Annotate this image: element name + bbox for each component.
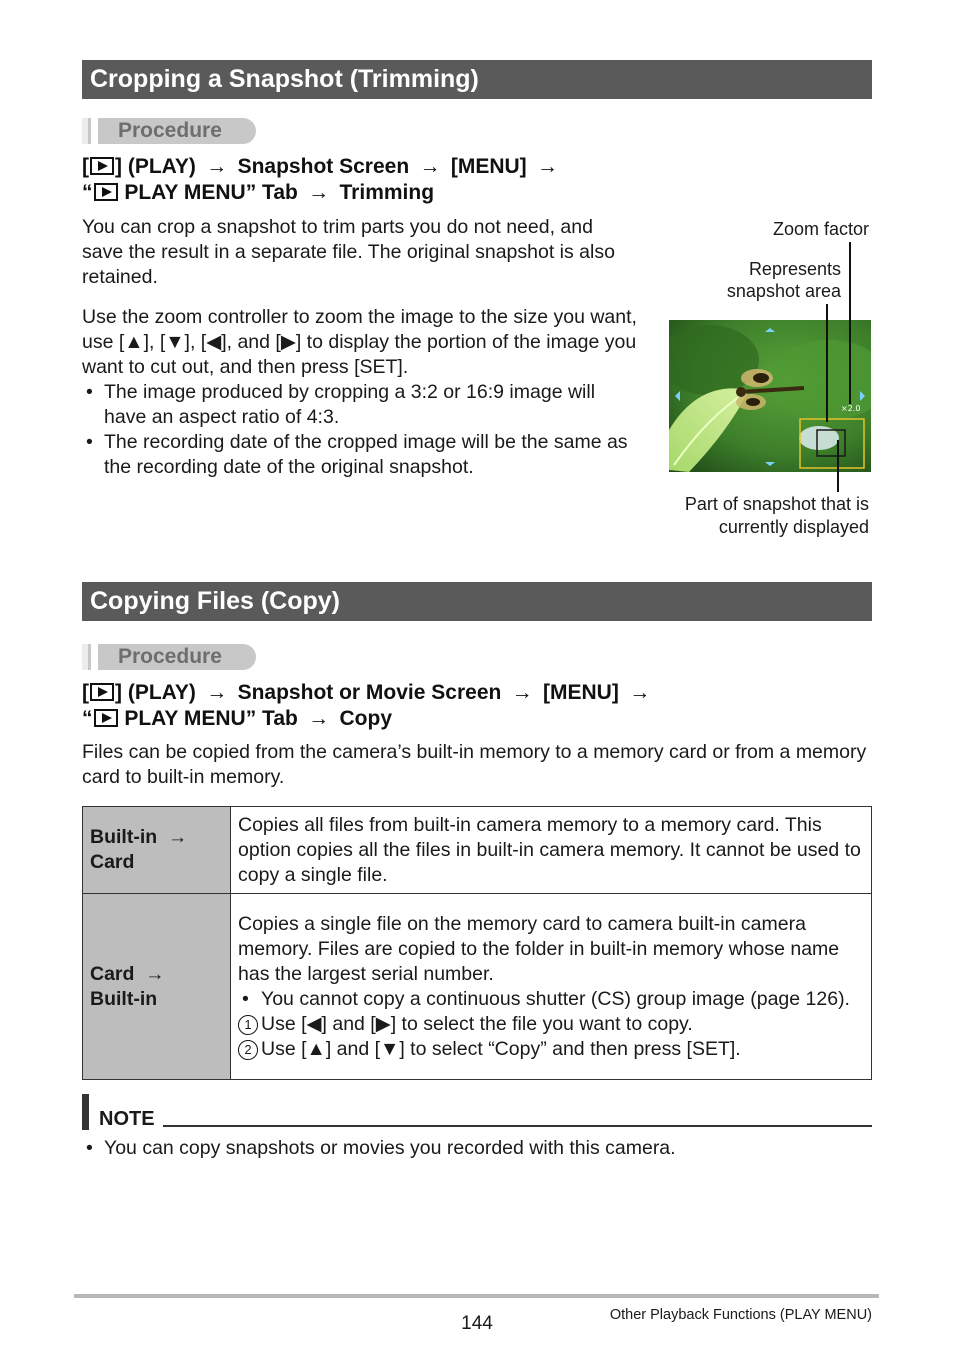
trimming-bullet-2: • The recording date of the cropped image will be the same as the recording date of the original snapshot. <box>86 431 628 478</box>
note-divider <box>163 1125 872 1127</box>
row2-description: Copies a single file on the memory card to camera built-in camera memory. Files are copied to the folder in built-in memory whose name has the largest serial number. <box>238 912 840 985</box>
label-part-2: currently displayed <box>718 517 869 537</box>
procedure-badge <box>82 644 256 670</box>
arrow-icon: → <box>629 681 651 704</box>
table-key-builtin-card: Built-in → Card <box>83 807 231 894</box>
arrow-icon: → <box>206 681 228 704</box>
callout-line-zoom <box>849 242 851 404</box>
trimming-bullet-1: • The image produced by cropping a 3:2 or 16:9 image will have an aspect ratio of 4:3. <box>86 381 596 428</box>
section-title-copy: Copying Files (Copy) <box>82 582 872 621</box>
procedure-badge <box>82 118 256 144</box>
arrow-icon: → <box>145 962 165 985</box>
arrow-icon: → <box>419 155 441 178</box>
chapter-title: Other Playback Functions (PLAY MENU) <box>609 1307 872 1323</box>
menu-path-line-1: [ ] (PLAY) → Snapshot Screen → [MENU] → <box>82 154 563 180</box>
play-icon <box>90 157 114 175</box>
copy-intro: Files can be copied from the camera’s built-in memory to a memory card or from a memory card to built-in memory. <box>82 741 867 788</box>
table-key-card-builtin: Card → Built-in <box>83 894 231 1080</box>
note-label: NOTE <box>99 1108 155 1130</box>
zoom-readout: ×2.0 <box>841 404 861 413</box>
label-represents-1: Represents <box>748 259 841 279</box>
step-number-icon: 1 <box>238 1015 258 1035</box>
table-row <box>83 807 872 894</box>
trimming-instructions: Use the zoom controller to zoom the image to the size you want, use [▲], [▼], [◀], and [▶] to display the portion of the image you want to cut out, and then press [SET]. <box>82 306 637 378</box>
dragonfly-photo <box>669 320 871 472</box>
menu-path-line-1: [ ] (PLAY) → Snapshot or Movie Screen → [MENU] → <box>82 680 655 706</box>
row2-step-2: 2 Use [▲] and [▼] to select “Copy” and then press [SET]. <box>238 1037 863 1062</box>
menu-path-line-2: “ PLAY MENU” Tab → Trimming <box>82 181 435 204</box>
procedure-label: Procedure <box>118 119 222 142</box>
table-row <box>83 894 872 1080</box>
note-bullet: • You can copy snapshots or movies you recorded with this camera. <box>86 1137 676 1159</box>
play-icon <box>90 683 114 701</box>
procedure-label: Procedure <box>118 645 222 668</box>
row2-step-1: 1 Use [◀] and [▶] to select the file you want to copy. <box>238 1012 863 1037</box>
step-number-icon: 2 <box>238 1040 258 1060</box>
trimming-intro: You can crop a snapshot to trim parts you do not need, and save the result in a separate file. The original snapshot is also retained. <box>82 216 615 288</box>
copy-options-table <box>82 806 872 1080</box>
arrow-icon: → <box>206 155 228 178</box>
arrow-icon: → <box>511 681 533 704</box>
arrow-icon: → <box>308 181 330 204</box>
label-part-1: Part of snapshot that is <box>684 494 869 514</box>
play-icon <box>94 709 118 727</box>
table-value <box>231 894 872 1080</box>
arrow-icon: → <box>308 707 330 730</box>
arrow-icon: → <box>167 826 188 848</box>
callout-line-part <box>837 440 839 492</box>
page-number: 144 <box>461 1313 493 1334</box>
label-represents-2: snapshot area <box>726 281 841 301</box>
table-value: Copies all files from built-in camera memory to a memory card. This option copies all the files in built-in camera memory. It cannot be used to copy a single file. <box>231 807 872 894</box>
note-marker <box>82 1094 89 1130</box>
arrow-icon: → <box>537 155 559 178</box>
callout-line-represents <box>826 304 828 422</box>
row2-bullet: • You cannot copy a continuous shutter (CS) group image (page 126). <box>242 987 850 1010</box>
snapshot-preview <box>669 320 871 472</box>
label-zoom-factor: Zoom factor <box>772 219 869 239</box>
play-icon <box>94 183 118 201</box>
footer-divider <box>74 1294 879 1298</box>
menu-path-line-2: “ PLAY MENU” Tab → Copy <box>82 707 393 730</box>
section-title-trimming: Cropping a Snapshot (Trimming) <box>82 60 872 99</box>
